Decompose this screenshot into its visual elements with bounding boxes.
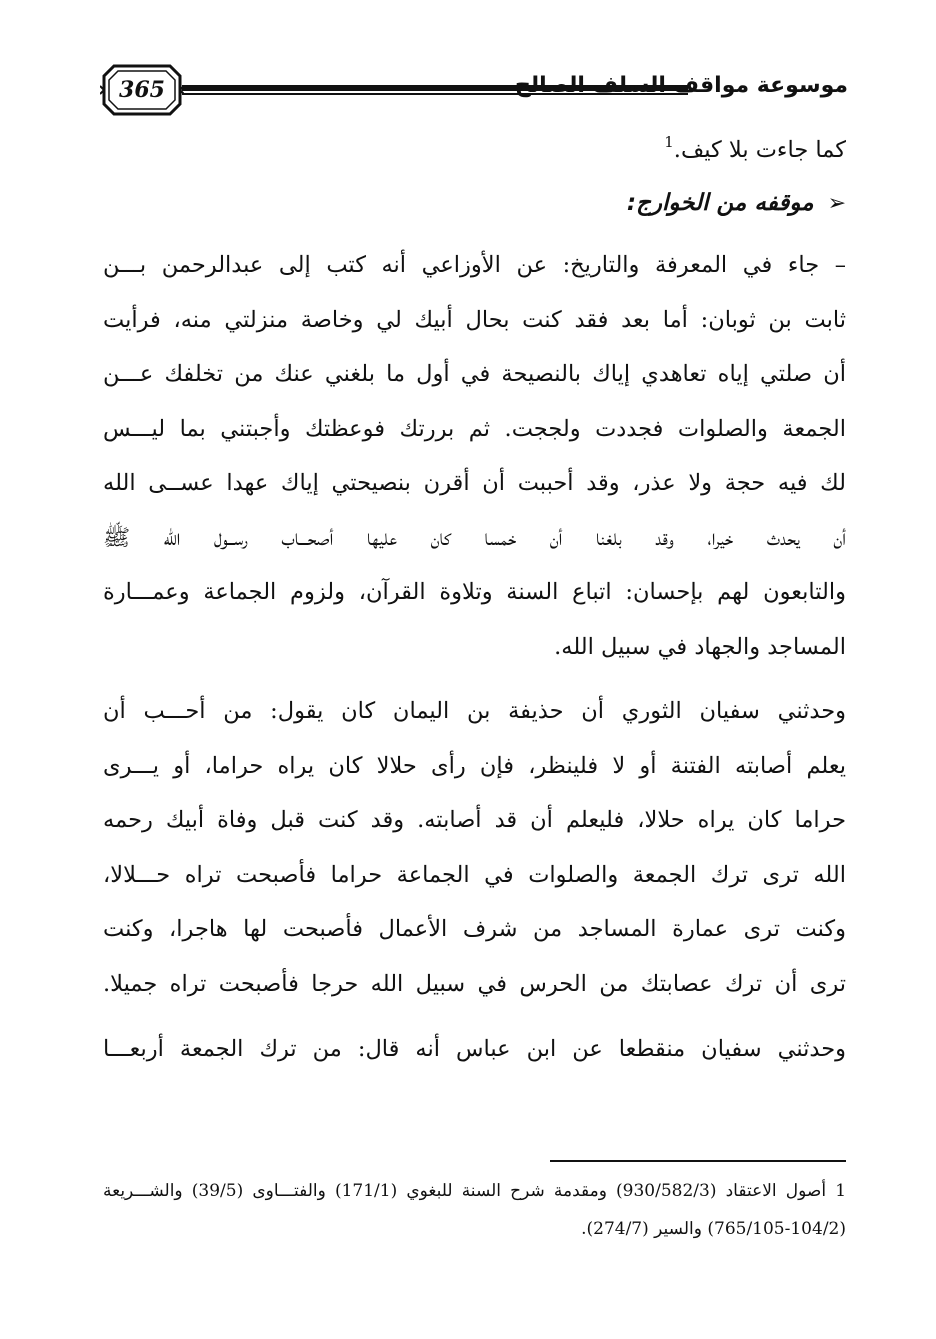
continuation-text: كما جاءت بلا كيف.: [673, 137, 846, 163]
text-line: ثابت بن ثوبان: أما بعد فقد كنت بحال أبيك لي وخاصة منزلتي منه، فرأيت: [103, 306, 846, 333]
footnotes: [103, 1172, 846, 1248]
text-line: أن يحدث خيرا، وقد بلغنا أن خمسا كان عليها أصحـــاب رســول الله ﷺ: [103, 524, 846, 551]
text-line: وحدثني سفيان الثوري أن حذيفة بن اليمان كان يقول: من أحـــب أن: [103, 698, 846, 724]
paragraph-1: [103, 238, 846, 674]
text-line: حراما كان يراه حلالا، فليعلم أن قد أصابته. وقد كنت قبل وفاة أبيك رحمه: [103, 807, 846, 833]
arrow-marker-icon: ➢: [827, 191, 846, 216]
text-line: الله ترى ترك الجمعة والصلوات في الجماعة حراما فأصبحت تراه حـــلالا،: [103, 861, 846, 888]
footnote-separator: [550, 1160, 846, 1162]
text-line: لك فيه حجة ولا عذر، وقد أحببت أن أقرن بنصيحتي إياك عهدا عســى الله: [103, 470, 846, 496]
text-line: أن صلتي إياه تعاهدي إياك بالنصيحة في أول ما بلغني عنك من تخلفك عـــن: [103, 361, 846, 387]
continuation-line: [103, 117, 846, 167]
text-line: ترى أن ترك عصابتك من الحرس في سبيل الله حرجا فأصبحت تراه جميلا.: [103, 970, 846, 997]
text-line: وحدثني سفيان منقطعا عن ابن عباس أنه قال: من ترك الجمعة أربعـــا: [103, 1036, 846, 1062]
footnote-line: (765/105-104/2) والسير (274/7).: [581, 1219, 846, 1239]
paragraph-3: [103, 1022, 846, 1077]
footnote-line: 1 أصول الاعتقاد (930/582/3) ومقدمة شرح السنة للبغوي (171/1) والفتـــاوى (39/5) والشـــريعة: [103, 1181, 846, 1201]
section-heading-text: موقفه من الخوارج:: [626, 190, 814, 216]
text-line: وكنت ترى عمارة المساجد من شرف الأعمال فأصبحت لها هاجرا، وكنت: [103, 916, 846, 942]
text-line: يعلم أصابته الفتنة أو لا فلينظر، فإن رأى حلالا كان يراه حراما، أو يـــرى: [103, 752, 846, 779]
page-header: [100, 62, 848, 124]
text-line: والتابعون لهم بإحسان: اتباع السنة وتلاوة القرآن، ولزوم الجماعة وعمـــارة: [103, 579, 846, 605]
page-number-badge: [100, 62, 184, 118]
series-title: موسوعة مواقف السلف الصالح: [515, 73, 848, 98]
text-line: الجمعة والصلوات فجددت ولججت. ثم بررتك فوعظتك وأجبتني بما ليـــس: [103, 415, 846, 442]
page-number: 365: [119, 77, 165, 103]
paragraph-2: [103, 684, 846, 1011]
section-heading: [300, 178, 846, 228]
text-line: المساجد والجهاد في سبيل الله.: [554, 633, 846, 660]
text-line: – جاء في المعرفة والتاريخ: عن الأوزاعي أنه كتب إلى عبدالرحمن بـــن: [103, 252, 846, 278]
footnote-reference[interactable]: 1: [664, 133, 674, 151]
